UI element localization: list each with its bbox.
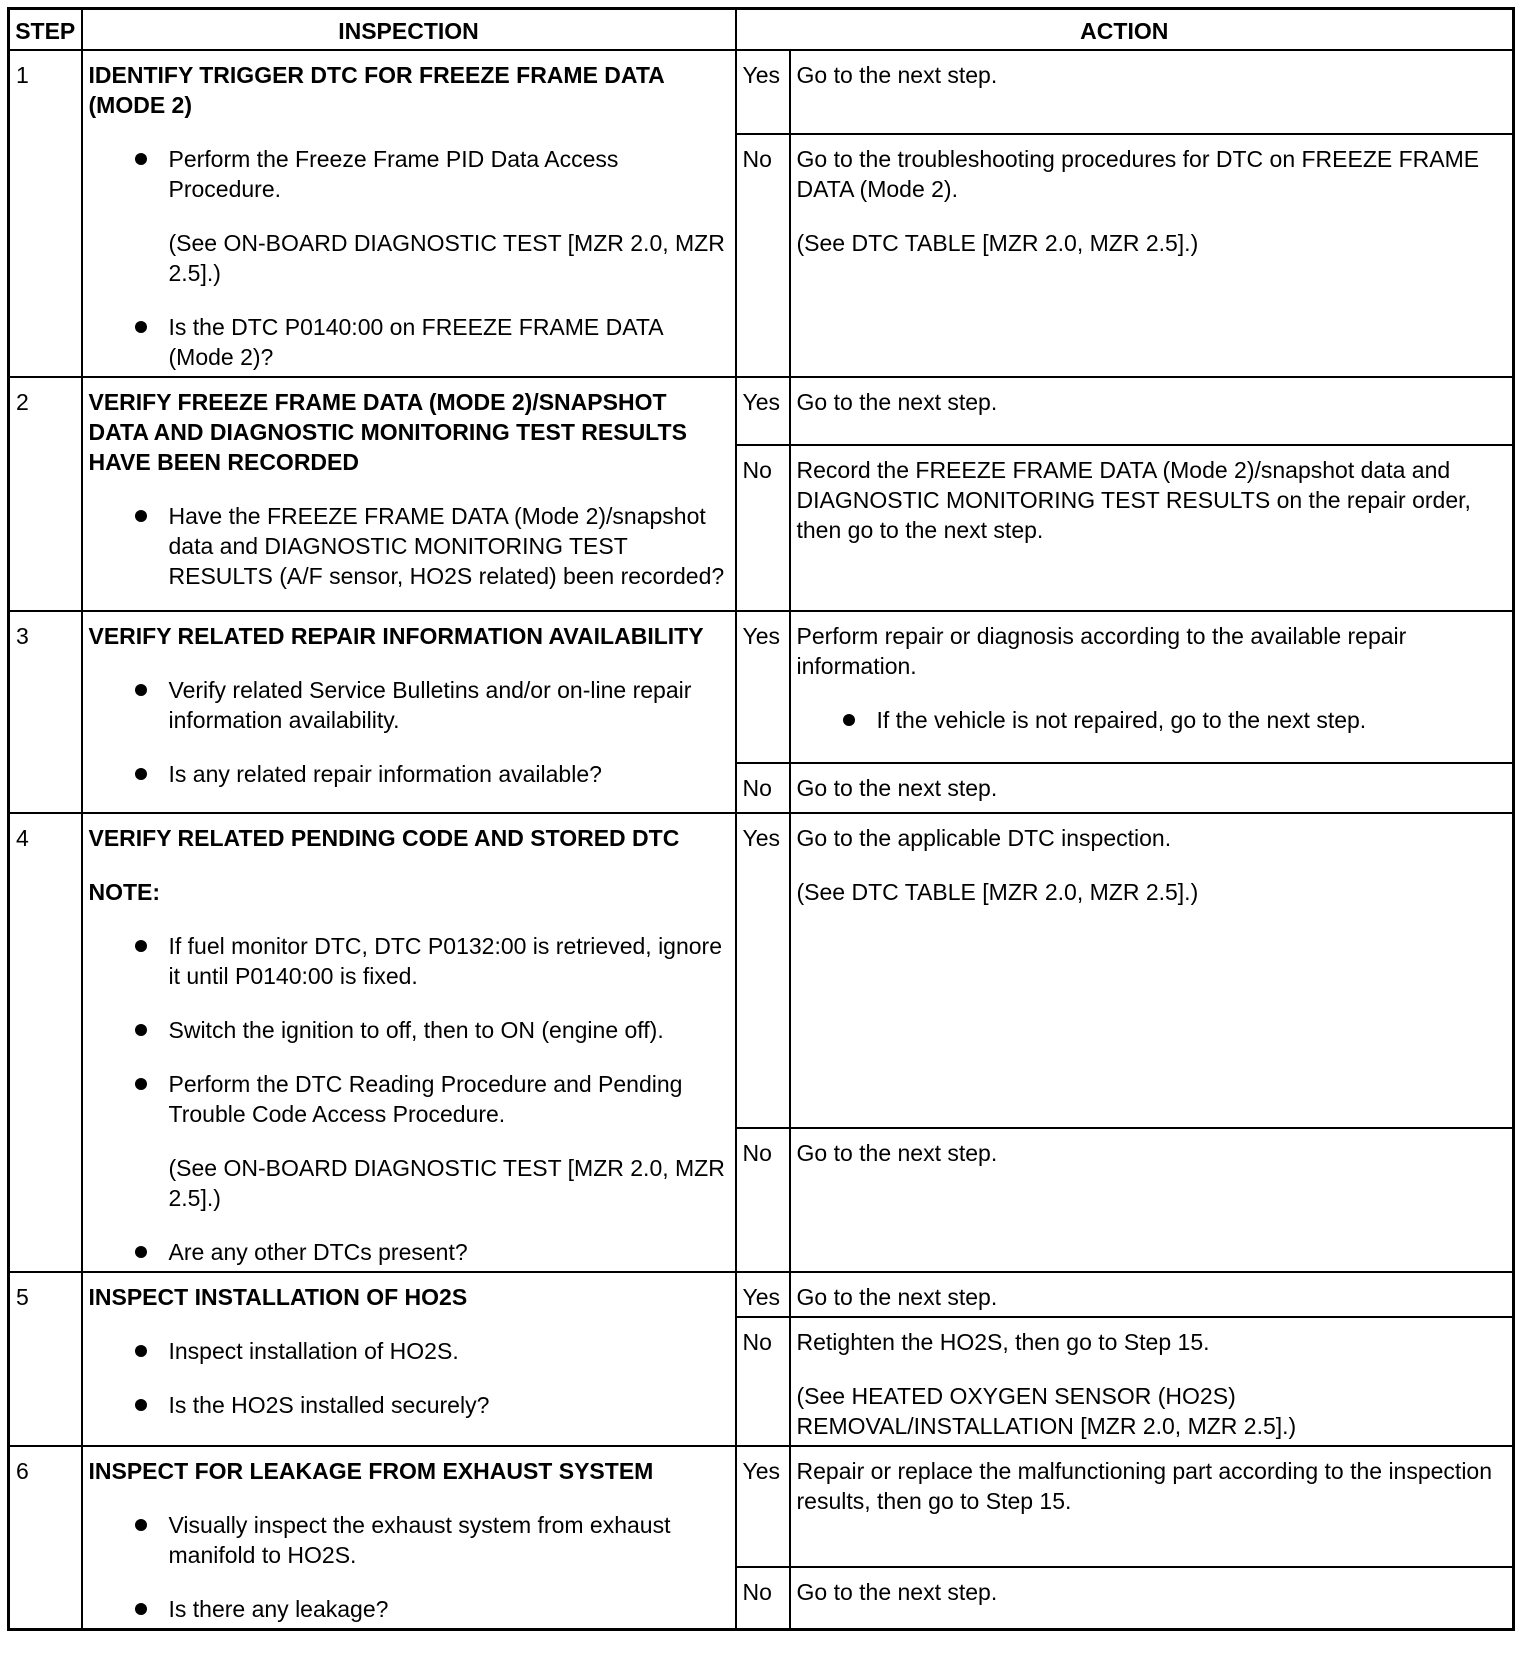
reference-text: (See HEATED OXYGEN SENSOR (HO2S) REMOVAL/INSTALLATION [MZR 2.0, MZR 2.5].)	[796, 1383, 1297, 1439]
step-number: 5	[9, 1272, 82, 1446]
step-number: 1	[9, 50, 82, 377]
bullet-icon	[135, 1024, 147, 1036]
bullet-icon	[135, 153, 147, 165]
list-item: Inspect installation of HO2S.	[89, 1336, 729, 1366]
yes-action: Go to the next step.	[790, 1272, 1514, 1317]
inspection-cell	[82, 611, 736, 813]
no-label: No	[736, 134, 790, 377]
list-item: Are any other DTCs present?	[89, 1237, 729, 1267]
bullet-icon	[135, 510, 147, 522]
yes-label: Yes	[736, 813, 790, 1128]
diagnostic-procedure-table	[7, 7, 1515, 1631]
action-column-header: ACTION	[736, 9, 1514, 51]
yes-label: Yes	[736, 50, 790, 134]
no-action: Retighten the HO2S, then go to Step 15. (See HEATED OXYGEN SENSOR (HO2S) REMOVAL/INSTALLATION [MZR 2.0, MZR 2.5].)	[790, 1317, 1514, 1446]
no-action: Record the FREEZE FRAME DATA (Mode 2)/snapshot data and DIAGNOSTIC MONITORING TEST RESULTS on the repair order, then go to the next step.	[790, 445, 1514, 611]
yes-label: Yes	[736, 611, 790, 763]
inspection-column-header: INSPECTION	[82, 9, 736, 51]
step-3-yes-row	[9, 611, 1514, 763]
step-6-yes-row	[9, 1446, 1514, 1567]
step-title: INSPECT INSTALLATION OF HO2S	[88, 1284, 468, 1310]
list-item: Is the DTC P0140:00 on FREEZE FRAME DATA (Mode 2)?	[89, 312, 729, 372]
yes-label: Yes	[736, 1272, 790, 1317]
bullet-icon	[135, 1345, 147, 1357]
inspection-cell	[82, 1272, 736, 1446]
bullet-icon	[135, 684, 147, 696]
step-number: 2	[9, 377, 82, 611]
step-number: 6	[9, 1446, 82, 1630]
step-title: VERIFY FREEZE FRAME DATA (MODE 2)/SNAPSHOT DATA AND DIAGNOSTIC MONITORING TEST RESULTS HAVE BEEN RECORDED	[88, 389, 687, 475]
list-item: Have the FREEZE FRAME DATA (Mode 2)/snapshot data and DIAGNOSTIC MONITORING TEST RESULTS (A/F sensor, HO2S related) been recorded?	[89, 501, 729, 591]
list-item: Perform the DTC Reading Procedure and Pending Trouble Code Access Procedure.	[89, 1069, 729, 1129]
inspection-cell	[82, 50, 736, 377]
yes-label: Yes	[736, 377, 790, 445]
step-1-yes-row	[9, 50, 1514, 134]
step-number: 4	[9, 813, 82, 1272]
table-header-row	[9, 9, 1514, 51]
inspection-cell	[82, 377, 736, 611]
list-item: Visually inspect the exhaust system from exhaust manifold to HO2S.	[89, 1510, 729, 1570]
bullet-icon	[135, 1246, 147, 1258]
bullet-icon	[135, 768, 147, 780]
list-item: Is any related repair information available?	[89, 759, 729, 789]
reference-text: (See DTC TABLE [MZR 2.0, MZR 2.5].)	[796, 230, 1199, 257]
no-action: Go to the next step.	[790, 763, 1514, 813]
bullet-icon	[843, 714, 855, 726]
step-title: INSPECT FOR LEAKAGE FROM EXHAUST SYSTEM	[88, 1458, 654, 1484]
no-action: Go to the next step.	[790, 1567, 1514, 1630]
no-label: No	[736, 1128, 790, 1272]
list-item: Is the HO2S installed securely?	[89, 1390, 729, 1420]
yes-action: Perform repair or diagnosis according to the available repair information. If the vehicle is not repaired, go to the next step.	[790, 611, 1514, 763]
list-item: Switch the ignition to off, then to ON (engine off).	[89, 1015, 729, 1045]
bullet-icon	[135, 1603, 147, 1615]
no-action: Go to the troubleshooting procedures for DTC on FREEZE FRAME DATA (Mode 2). (See DTC TABLE [MZR 2.0, MZR 2.5].)	[790, 134, 1514, 377]
step-title: VERIFY RELATED REPAIR INFORMATION AVAILABILITY	[88, 623, 704, 649]
note-label: NOTE:	[88, 879, 161, 905]
inspection-list	[89, 144, 729, 204]
yes-action: Go to the next step.	[790, 50, 1514, 134]
list-item: If fuel monitor DTC, DTC P0132:00 is retrieved, ignore it until P0140:00 is fixed.	[89, 931, 729, 991]
step-title: VERIFY RELATED PENDING CODE AND STORED DTC	[88, 825, 680, 851]
list-item: If the vehicle is not repaired, go to the next step.	[797, 705, 1507, 735]
no-label: No	[736, 1317, 790, 1446]
yes-action: Repair or replace the malfunctioning part according to the inspection results, then go to Step 15.	[790, 1446, 1514, 1567]
step-title: IDENTIFY TRIGGER DTC FOR FREEZE FRAME DATA (MODE 2)	[88, 62, 664, 118]
step-column-header: STEP	[9, 9, 82, 51]
action-list	[797, 705, 1507, 735]
inspection-list	[89, 1237, 729, 1267]
no-label: No	[736, 763, 790, 813]
reference-text: (See ON-BOARD DIAGNOSTIC TEST [MZR 2.0, MZR 2.5].)	[168, 1155, 725, 1211]
yes-action: Go to the next step.	[790, 377, 1514, 445]
bullet-icon	[135, 1519, 147, 1531]
step-5-yes-row	[9, 1272, 1514, 1317]
inspection-list	[89, 312, 729, 372]
bullet-icon	[135, 1078, 147, 1090]
inspection-list	[89, 1336, 729, 1420]
inspection-list	[89, 1510, 729, 1624]
inspection-list	[89, 675, 729, 789]
step-number: 3	[9, 611, 82, 813]
no-label: No	[736, 445, 790, 611]
step-4-yes-row	[9, 813, 1514, 1128]
reference-text: (See ON-BOARD DIAGNOSTIC TEST [MZR 2.0, MZR 2.5].)	[168, 230, 725, 286]
list-item: Verify related Service Bulletins and/or on-line repair information availability.	[89, 675, 729, 735]
yes-label: Yes	[736, 1446, 790, 1567]
bullet-icon	[135, 321, 147, 333]
inspection-cell	[82, 1446, 736, 1630]
inspection-list	[89, 931, 729, 1129]
list-item: Is there any leakage?	[89, 1594, 729, 1624]
inspection-cell	[82, 813, 736, 1272]
inspection-list	[89, 501, 729, 591]
bullet-icon	[135, 1399, 147, 1411]
list-item: Perform the Freeze Frame PID Data Access Procedure.	[89, 144, 729, 204]
step-2-yes-row	[9, 377, 1514, 445]
yes-action: Go to the applicable DTC inspection. (See DTC TABLE [MZR 2.0, MZR 2.5].)	[790, 813, 1514, 1128]
bullet-icon	[135, 940, 147, 952]
reference-text: (See DTC TABLE [MZR 2.0, MZR 2.5].)	[796, 879, 1199, 905]
no-action: Go to the next step.	[790, 1128, 1514, 1272]
no-label: No	[736, 1567, 790, 1630]
